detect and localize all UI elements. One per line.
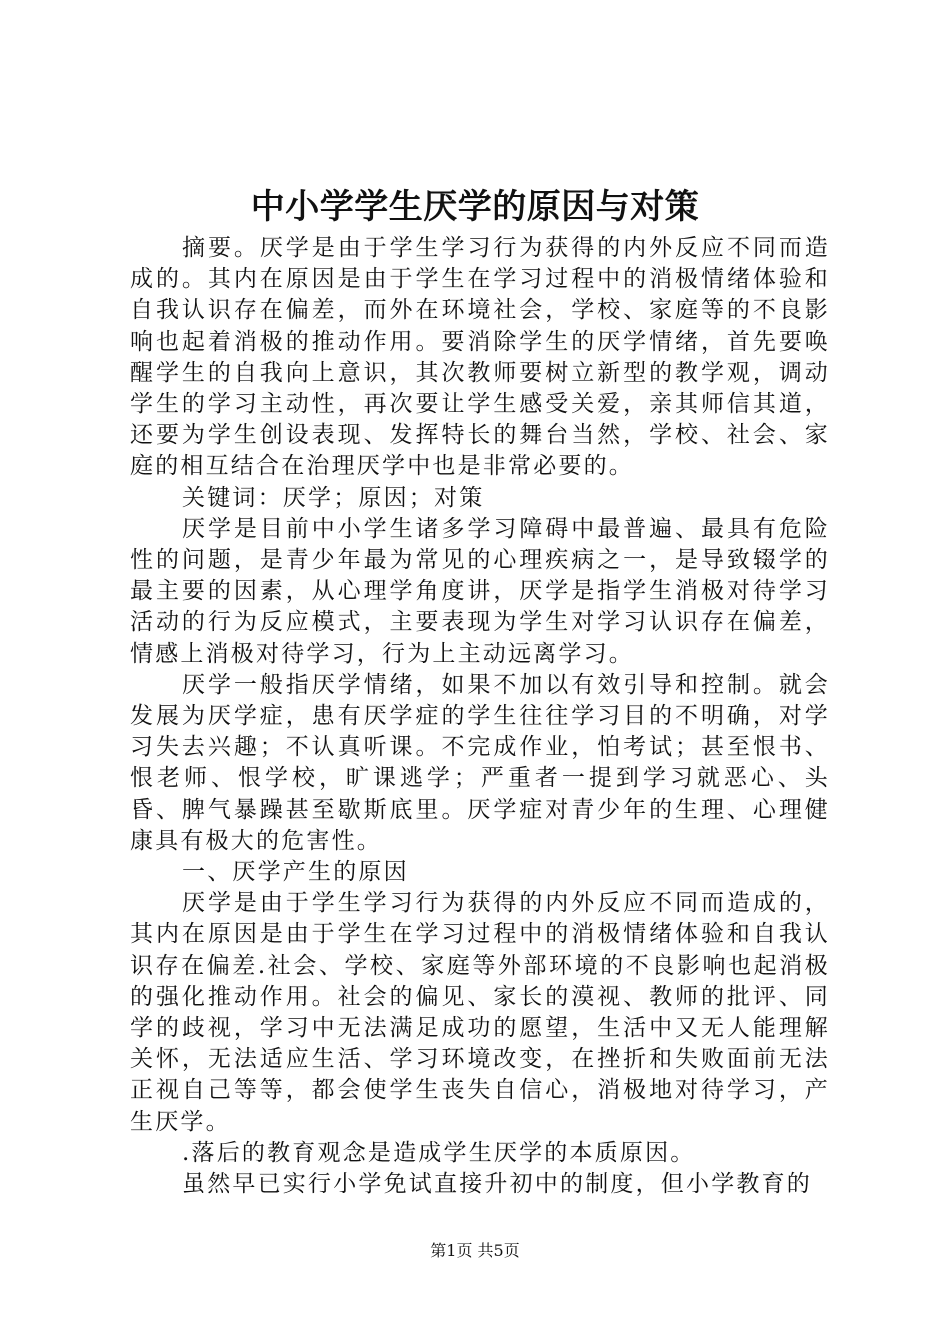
body-paragraph: 厌学是由于学生学习行为获得的内外反应不同而造成的，其内在原因是由于学生在学习过程中的消极情绪体验和自我认识存在偏差.社会、学校、家庭等外部环境的不良影响也起消极的强化推动作用。社会的偏见、家长的漠视、教师的批评、同学的歧视，学习中无法满足成功的愿望，生活中又无人能理解关怀，无法适应生活、学习环境改变，在挫折和失败面前无法正视自己等等，都会使学生丧失自信心，消极地对待学习，产生厌学。 [130,890,830,1135]
document-body [130,233,830,1200]
subsection-heading: .落后的教育观念是造成学生厌学的本质原因。 [182,1139,696,1166]
document-title: 中小学学生厌学的原因与对策 [250,187,700,227]
section-heading: 一、厌学产生的原因 [182,859,409,886]
body-paragraph: 厌学是目前中小学生诸多学习障碍中最普遍、最具有危险性的问题，是青少年最为常见的心理疾病之一，是导致辍学的最主要的因素，从心理学角度讲，厌学是指学生消极对待学习活动的行为反应模式，主要表现为学生对学习认识存在偏差，情感上消极对待学习，行为上主动远离学习。 [130,515,830,667]
page-footer: 第1页 共5页 [430,1241,520,1260]
abstract-paragraph: 摘要。厌学是由于学生学习行为获得的内外反应不同而造成的。其内在原因是由于学生在学习过程中的消极情绪体验和自我认识存在偏差，而外在环境社会，学校、家庭等的不良影响也起着消极的推动作用。要消除学生的厌学情绪，首先要唤醒学生的自我向上意识，其次教师要树立新型的教学观，调动学生的学习主动性，再次要让学生感受关爱，亲其师信其道，还要为学生创设表现、发挥特长的舞台当然，学校、社会、家庭的相互结合在治理厌学中也是非常必要的。 [130,235,830,480]
keywords-paragraph: 关键词：厌学；原因；对策 [182,484,485,511]
body-paragraph: 虽然早已实行小学免试直接升初中的制度，但小学教育的 [182,1171,812,1198]
body-paragraph: 厌学一般指厌学情绪，如果不加以有效引导和控制。就会发展为厌学症，患有厌学症的学生往往学习目的不明确，对学习失去兴趣；不认真听课。不完成作业，怕考试；甚至恨书、恨老师、恨学校，旷课逃学；严重者一提到学习就恶心、头昏、脾气暴躁甚至歇斯底里。厌学症对青少年的生理、心理健康具有极大的危害性。 [130,671,830,854]
